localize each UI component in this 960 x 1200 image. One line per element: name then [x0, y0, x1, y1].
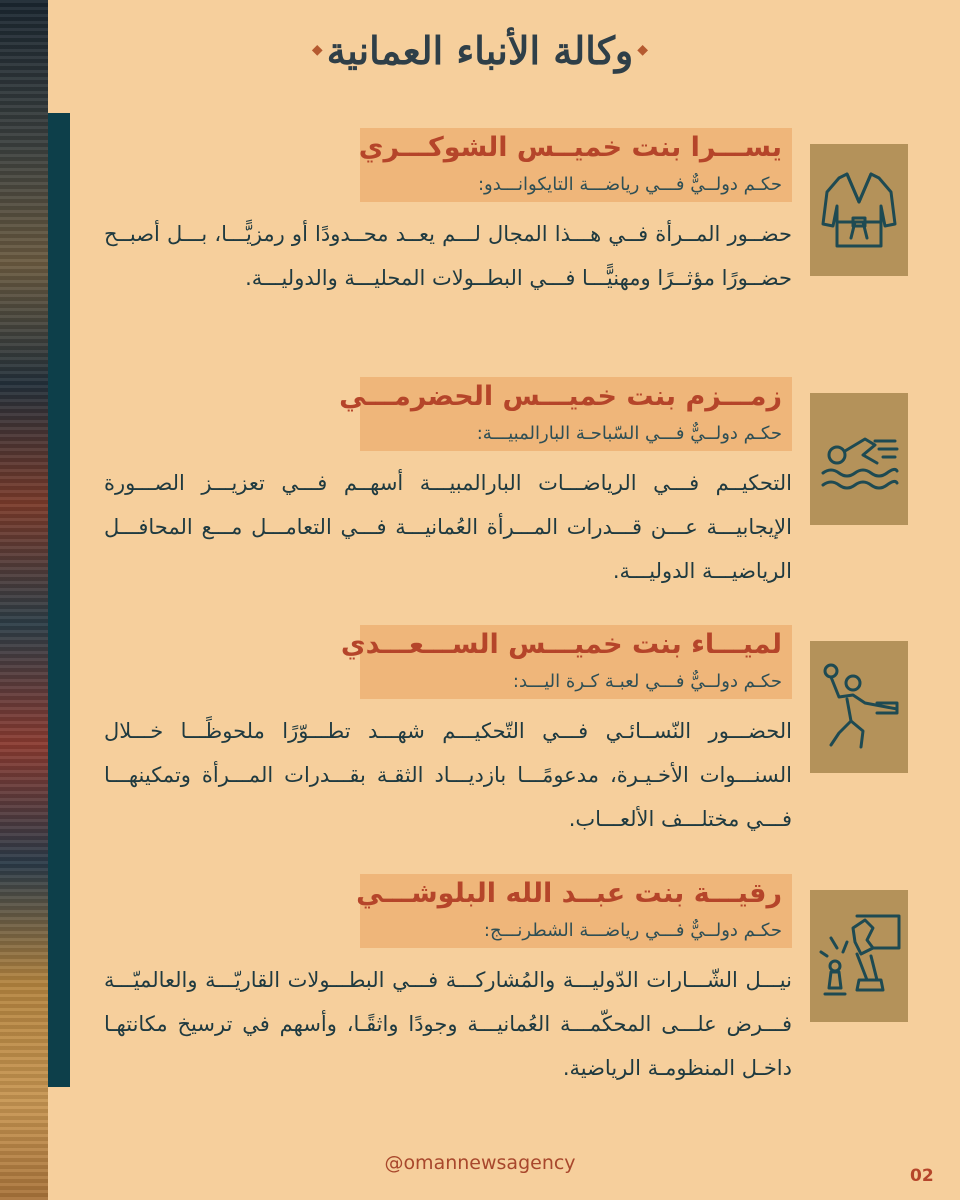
referee-section — [100, 128, 920, 348]
chess-pieces-icon — [817, 908, 901, 1004]
referee-name: يســـرا بنت خميــس الشوكـــري — [358, 131, 782, 163]
stadium-photo-strip — [0, 0, 48, 1200]
referee-role: حكـم دولــيٌّ فـــي لعبـة كـرة اليـــد: — [512, 670, 782, 692]
referee-role: حكـم دولــيٌّ فـــي رياضـــة الشطرنـــج: — [483, 919, 782, 941]
icon-tile — [810, 641, 908, 773]
referee-role: حكـم دولــيٌّ فـــي السّباحـة البارالمبيـــة: — [476, 422, 782, 444]
name-banner — [340, 625, 792, 663]
icon-tile — [810, 890, 908, 1022]
role-banner — [360, 415, 792, 451]
handball-player-icon — [817, 659, 901, 755]
referee-name: لميـــاء بنت خميـــس الســـعـــدي — [340, 628, 782, 660]
icon-tile — [810, 144, 908, 276]
referee-name: زمـــزم بنت خميـــس الحضرمـــي — [339, 380, 782, 412]
logo-text: وكالة الأنباء العمانية — [326, 27, 634, 73]
referee-section — [100, 377, 920, 597]
referee-name: رقيـــة بنت عبــد الله البلوشـــي — [356, 877, 782, 909]
swimmer-icon — [817, 411, 901, 507]
logo-ornament-icon: ◆ — [637, 42, 649, 58]
referee-description: الحضـــور النّســائـي فـــي التّحكيـــم شهـــد تطـــوّرًا ملحوظًـــا خـــلال السنـــوات الأخـيـرة، مدعومًـــا بازديـــاد الثقـة بقـــدرات المـــرأة وتمكينهـــا فـــي مختلـــف الألعـــاب. — [104, 719, 792, 831]
referee-section — [100, 625, 920, 845]
role-banner — [360, 912, 792, 948]
taekwondo-uniform-icon — [817, 162, 901, 258]
referee-description: التحكيــم فـــي الرياضـــات البارالمبيـــة أسهــم فـــي تعزيـــز الصـــورة الإيجابيـــة عـــن قـــدرات المـــرأة العُمانيـــة فـــي التعامـــل مـــع المحافـــل الرياضيـــة الدوليـــة. — [104, 471, 792, 583]
referee-description: حضــور المــرأة فــي هـــذا المجال لـــم يعــد محــدودًا أو رمزيًّـــا، بـــل أصبــح حضــورًا مؤثــرًا ومهنيًّـــا فـــي البطــولات المحليـــة والدوليـــة. — [104, 222, 792, 290]
logo-ornament-icon: ◆ — [311, 42, 323, 58]
name-banner — [360, 128, 792, 166]
social-handle[interactable]: @omannewsagency — [384, 1152, 576, 1174]
referee-role: حكـم دولــيٌّ فـــي رياضـــة التايكوانـــدو: — [477, 173, 782, 195]
referee-section — [100, 874, 920, 1094]
referee-description: نيـــل الشّـــارات الدّوليـــة والمُشاركـــة فـــي البطـــولات القاريّـــة والعالميّـــة فـــرض علـــى المحكّمـــة العُمانيـــة وجودًا واثقًـا، وأسهم في ترسيخ مكانتهـا داخـل المنظومـة الرياضية. — [104, 968, 792, 1080]
name-banner — [339, 377, 792, 415]
role-banner — [360, 166, 792, 202]
role-banner — [360, 663, 792, 699]
page-number: 02 — [910, 1166, 934, 1186]
agency-logo — [311, 22, 649, 78]
teal-accent-bar — [48, 113, 70, 1087]
name-banner — [356, 874, 792, 912]
icon-tile — [810, 393, 908, 525]
